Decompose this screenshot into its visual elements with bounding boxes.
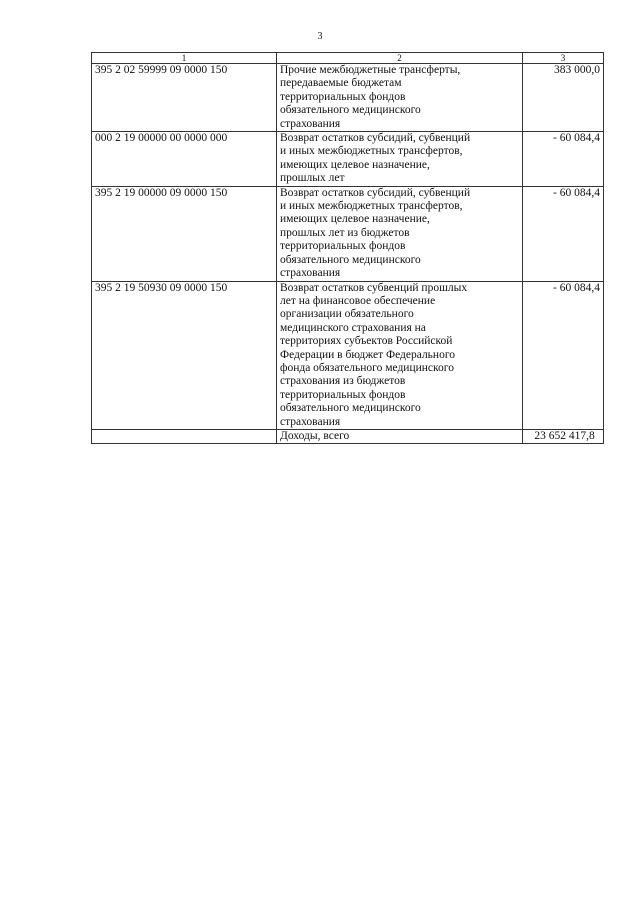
budget-code-cell: 395 2 19 50930 09 0000 150 xyxy=(92,281,277,429)
page-number: 3 xyxy=(317,31,323,42)
column-header-name: 2 xyxy=(277,53,523,64)
revenue-table xyxy=(91,52,604,444)
revenue-name-cell: Возврат остатков субсидий, субвенций и иных межбюджетных трансфертов, имеющих целевое назначение, прошлых лет из бюджетов территориальных фондов обязательного медицинского страхования xyxy=(277,186,523,281)
budget-code-cell: 000 2 19 00000 00 0000 000 xyxy=(92,132,277,187)
column-header-amount: 3 xyxy=(523,53,604,64)
budget-code-cell: 395 2 02 59999 09 0000 150 xyxy=(92,64,277,132)
table-row xyxy=(92,132,604,187)
table-row xyxy=(92,186,604,281)
revenue-name-cell: Возврат остатков субвенций прошлых лет на финансовое обеспечение организации обязательного медицинского страхования на территориях субъектов Российской Федерации в бюджет Федерального фонда обязательного медицинского страхования из бюджетов территориальных фондов обязательного медицинского страхования xyxy=(277,281,523,429)
table-row xyxy=(92,64,604,132)
table-row xyxy=(92,281,604,429)
budget-code-cell: 395 2 19 00000 09 0000 150 xyxy=(92,186,277,281)
total-label: Доходы, всего xyxy=(277,429,523,443)
table-header-row xyxy=(92,53,604,64)
amount-cell: - 60 084,4 xyxy=(523,132,604,187)
total-code-cell xyxy=(92,429,277,443)
total-amount: 23 652 417,8 xyxy=(523,429,604,443)
total-row xyxy=(92,429,604,443)
revenue-name-cell: Прочие межбюджетные трансферты, передаваемые бюджетам территориальных фондов обязательного медицинского страхования xyxy=(277,64,523,132)
column-header-code: 1 xyxy=(92,53,277,64)
revenue-name-cell: Возврат остатков субсидий, субвенций и иных межбюджетных трансфертов, имеющих целевое назначение, прошлых лет xyxy=(277,132,523,187)
amount-cell: - 60 084,4 xyxy=(523,281,604,429)
amount-cell: 383 000,0 xyxy=(523,64,604,132)
amount-cell: - 60 084,4 xyxy=(523,186,604,281)
